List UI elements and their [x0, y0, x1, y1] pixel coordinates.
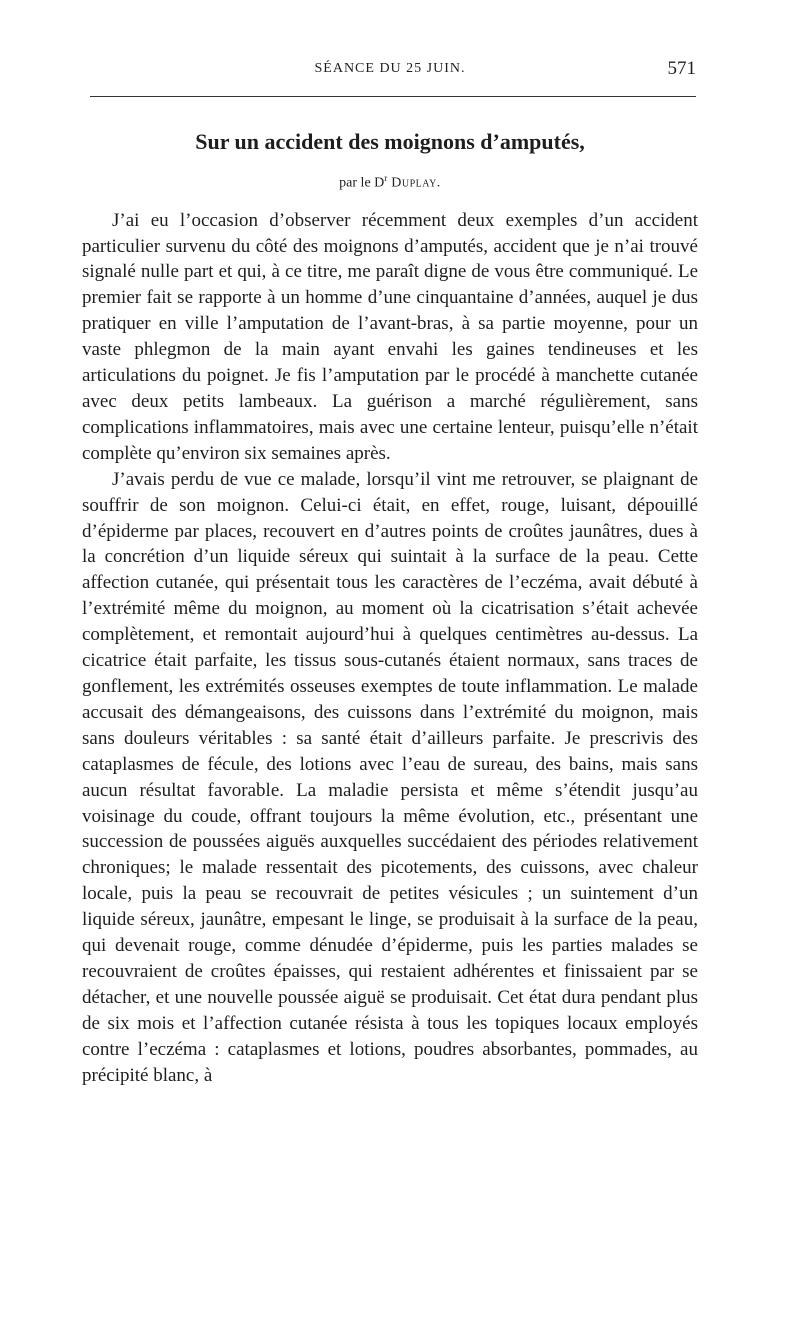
byline-author: Duplay.	[387, 175, 441, 191]
byline-dr-sup: r	[384, 173, 388, 183]
article-title: Sur un accident des moignons d’amputés,	[195, 129, 585, 154]
book-page	[82, 0, 698, 1088]
byline-dr: D	[374, 175, 385, 191]
header-rule	[90, 96, 696, 97]
paragraph-1: J’ai eu l’occasion d’observer récemment deux exemples d’un accident particulier survenu du côté des moignons d’amputés, accident que je n’ai trouvé signalé nulle part et qui, à ce titre, me paraît digne de vous être communiqué. Le premier fait se rapporte à un homme d’une cinquantaine d’années, auquel je dus pratiquer en ville l’amputation de l’avant-bras, à sa partie moyenne, pour un vaste phlegmon de la main ayant envahi les gaines tendineuses et les articulations du poignet. Je fis l’amputation par le procédé à manchette cutanée avec deux petits lambeaux. La guérison a marché régulièrement, sans complications inflammatoires, mais avec une certaine lenteur, puisqu’elle n’était complète qu’environ six semaines après.	[82, 209, 698, 464]
running-head	[82, 0, 698, 88]
byline-prefix: par le	[339, 175, 375, 191]
running-title: SÉANCE DU 25 JUIN.	[314, 61, 466, 76]
paragraph-2: J’avais perdu de vue ce malade, lorsqu’il vint me retrouver, se plaignant de souffrir de son moignon. Celui-ci était, en effet, rouge, luisant, dépouillé d’épiderme par places, recouvert en d’autres points de croûtes jaunâtres, dues à la concrétion d’un liquide séreux qui suintait à la surface de la peau. Cette affection cutanée, qui présentait tous les caractères de l’eczéma, avait débuté à l’extrémité même du moignon, au moment où la cicatrisation s’était achevée complètement, et remontait aujourd’hui à quelques centimètres au-dessus. La cicatrice était parfaite, les tissus sous-cutanés étaient normaux, sans traces de gonflement, les extrémités osseuses exemptes de toute inflammation. Le malade accusait des démangeaisons, des cuissons dans l’extrémité du moignon, mais sans douleurs véritables : sa santé était d’ailleurs parfaite. Je prescrivis des cataplasmes de fécule, des lotions avec l’eau de sureau, des bains, mais sans aucun résultat favorable. La maladie persista et même s’étendit jusqu’au voisinage du coude, offrant toujours la même évolution, etc., présentant une succession de poussées aiguës auxquelles succédaient des périodes relativement chroniques; le malade ressentait des picotements, des cuissons, avec chaleur locale, puis la peau se recouvrait de petites vésicules ; un suintement d’un liquide séreux, jaunâtre, empesant le linge, se produisait à la surface de la peau, qui devenait rouge, comme dénudée d’épiderme, puis les parties malades se recouvraient de croûtes épaisses, qui restaient adhérentes et finissaient par se détacher, et une nouvelle poussée aiguë se produisait. Cet état dura pendant plus de six mois et l’affection cutanée résista à tous les topiques locaux employés contre l’eczéma : cataplasmes et lotions, poudres absorbantes, pommades, au précipité blanc, à	[82, 468, 698, 1086]
article-body	[82, 208, 698, 1089]
byline	[82, 168, 698, 194]
page-number: 571	[667, 58, 696, 79]
